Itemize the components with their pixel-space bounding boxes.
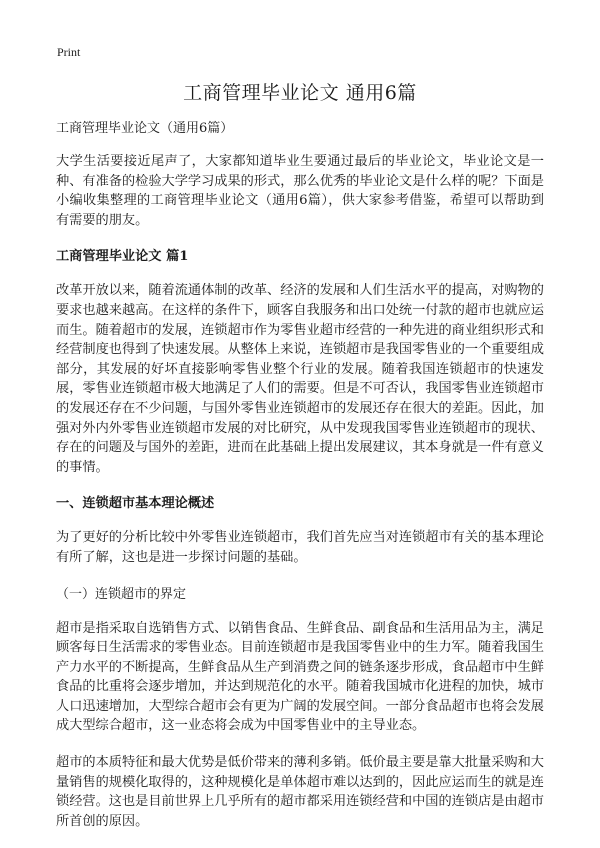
part-heading: 一、连锁超市基本理论概述 (56, 496, 215, 512)
subsection-heading: （一）连锁超市的界定 (56, 586, 187, 602)
body-paragraph: 为了更好的分析比较中外零售业连锁超市，我们首先应当对连锁超市有关的基本理论有所了解，这也是进一步探讨问题的基础。 (56, 530, 544, 565)
print-label[interactable]: Print (57, 45, 81, 59)
document-title: 工商管理毕业论文 通用6篇 (183, 82, 417, 104)
body-paragraph: 超市的本质特征和最大优势是低价带来的薄利多销。低价最主要是靠大批量采购和大量销售的规模化取得的，这种规模化是单体超市难以达到的，因此应运而生的就是连锁经营。这也是目前世界上几乎所有的超市都采用连锁经营和中国的连锁店是由超市所首创的原因。 (56, 755, 544, 829)
body-paragraph: 超市是指采取自选销售方式、以销售食品、生鲜食品、副食品和生活用品为主，满足顾客每日生活需求的零售业态。目前连锁超市是我国零售业中的生力军。随着我国生产力水平的不断提高，生鲜食品从生产到消费之间的链条逐步形成，食品超市中生鲜食品的比重将会逐步增加，并达到规范化的水平。随着我国城市化进程的加快，城市人口迅速增加，大型综合超市会有更为广阔的发展空间。一部分食品超市也将会发展成大型综合超市，这一业态将会成为中国零售业中的主导业态。 (56, 620, 544, 734)
document-subtitle: 工商管理毕业论文（通用6篇） (56, 121, 234, 136)
intro-paragraph: 大学生活要接近尾声了，大家都知道毕业生要通过最后的毕业论文，毕业论文是一种、有准备的检验大学学习成果的形式，那么优秀的毕业论文是什么样的呢？下面是小编收集整理的工商管理毕业论文（通用6篇），供大家参考借鉴，希望可以帮助到有需要的朋友。 (56, 154, 544, 228)
body-paragraph: 改革开放以来，随着流通体制的改革、经济的发展和人们生活水平的提高，对购物的要求也越来越高。在这样的条件下，顾客自我服务和出口处统一付款的超市也就应运而生。随着超市的发展，连锁超市作为零售业超市经营的一种先进的商业组织形式和经营制度也得到了快速发展。从整体上来说，连锁超市是我国零售业的一个重要组成部分，其发展的好坏直接影响零售业整个行业的发展。随着我国连锁超市的快速发展，零售业连锁超市极大地满足了人们的需要。但是不可否认，我国零售业连锁超市的发展还存在不少问题，与国外零售业连锁超市的发展还存在很大的差距。因此，加强对外内外零售业连锁超市发展的对比研究，从中发现我国零售业连锁超市的现状、存在的问题及与国外的差距，进而在此基础上提出发展建议，其本身就是一件有意义的事情。 (56, 283, 544, 475)
document-body (56, 120, 544, 848)
section-heading: 工商管理毕业论文 篇1 (56, 249, 189, 265)
